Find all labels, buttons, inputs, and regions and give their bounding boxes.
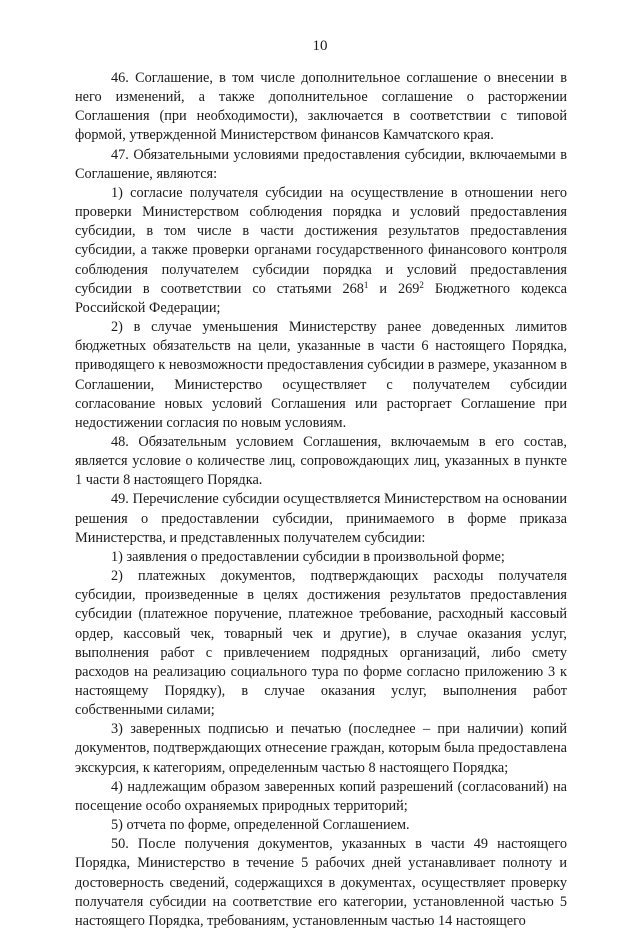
paragraph-47-item-1-mid: и 269 <box>368 280 420 297</box>
paragraph-48: 48. Обязательным условием Соглашения, включаемым в его состав, является условие о количестве лиц, сопровождающих лиц, указанных в пункте 1 части 8 настоящего Порядка. <box>75 433 567 489</box>
paragraph-47-item-1-end: Бюджетного кодекса Российской Федерации; <box>75 280 567 316</box>
paragraph-47-item-1 <box>75 184 567 318</box>
paragraph-49: 49. Перечисление субсидии осуществляется Министерством на основании решения о предоставлении субсидии, принимаемого в форме приказа Министерства, и представленных получателем субсидии: <box>75 491 567 546</box>
paragraph-49-item-3: 3) заверенных подписью и печатью (последнее – при наличии) копий документов, подтверждающих отнесение граждан, которым была предоставлена экскурсия, к категориям, определенным частью 8 настоящего Порядка; <box>75 721 567 776</box>
paragraph-47: 47. Обязательными условиями предоставления субсидии, включаемыми в Соглашение, являются: <box>75 146 567 182</box>
paragraph-46: 46. Соглашение, в том числе дополнительное соглашение о внесении в него изменений, а также дополнительное соглашение о расторжении Соглашения (при необходимости), заключается в соответствии с типовой формой, утвержденной Министерством финансов Камчатского края. <box>75 70 567 144</box>
paragraph-49-item-5: 5) отчета по форме, определенной Соглашением. <box>111 817 410 834</box>
superscript-2: 2 <box>419 279 424 290</box>
paragraph-50: 50. После получения документов, указанных в части 49 настоящего Порядка, Министерство в течение 5 рабочих дней устанавливает полноту и достоверность сведений, содержащихся в документах, осуществляет проверку получателя субсидии на соответствие его категории, установленной частью 5 настоящего Порядка, требованиям, установленным частью 14 настоящего <box>75 836 567 929</box>
paragraph-49-item-4: 4) надлежащим образом заверенных копий разрешений (согласований) на посещение особо охраняемых природных территорий; <box>75 778 567 814</box>
paragraph-47-item-1-text: 1) согласие получателя субсидии на осуществление в отношении него проверки Министерством соблюдения порядка и условий предоставления субсидии, в том числе в части достижения результатов предоставления субсидии, а также проверки органами государственного финансового контроля соблюдения получателем субсидии порядка и условий предоставления субсидии в соответствии со статьями 268 <box>75 184 567 297</box>
page-number: 10 <box>312 38 328 54</box>
document-body <box>75 69 567 931</box>
paragraph-47-item-2: 2) в случае уменьшения Министерству ранее доведенных лимитов бюджетных обязательств на цели, указанные в части 6 настоящего Порядка, приводящего к невозможности предоставления субсидии в размере, указанном в Соглашении, Министерство осуществляет с получателем субсидии согласование новых условий Соглашения или расторгает Соглашение при недостижении согласия по новым условиям. <box>75 319 567 431</box>
superscript-1: 1 <box>363 279 369 290</box>
paragraph-49-item-1: 1) заявления о предоставлении субсидии в произвольной форме; <box>111 548 505 565</box>
paragraph-49-item-2: 2) платежных документов, подтверждающих расходы получателя субсидии, произведенные в целях достижения результатов предоставления субсидии (платежное поручение, платежное требование, расходный кассовый ордер, кассовый чек, товарный чек и другие), в случае оказания услуг, выполнения работ с привлечением подрядных организаций, либо смету расходов на реализацию социального тура по форме согласно приложению 3 к настоящему Порядку), в случае оказания услуг, выполнения работ собственными силами; <box>75 568 567 719</box>
